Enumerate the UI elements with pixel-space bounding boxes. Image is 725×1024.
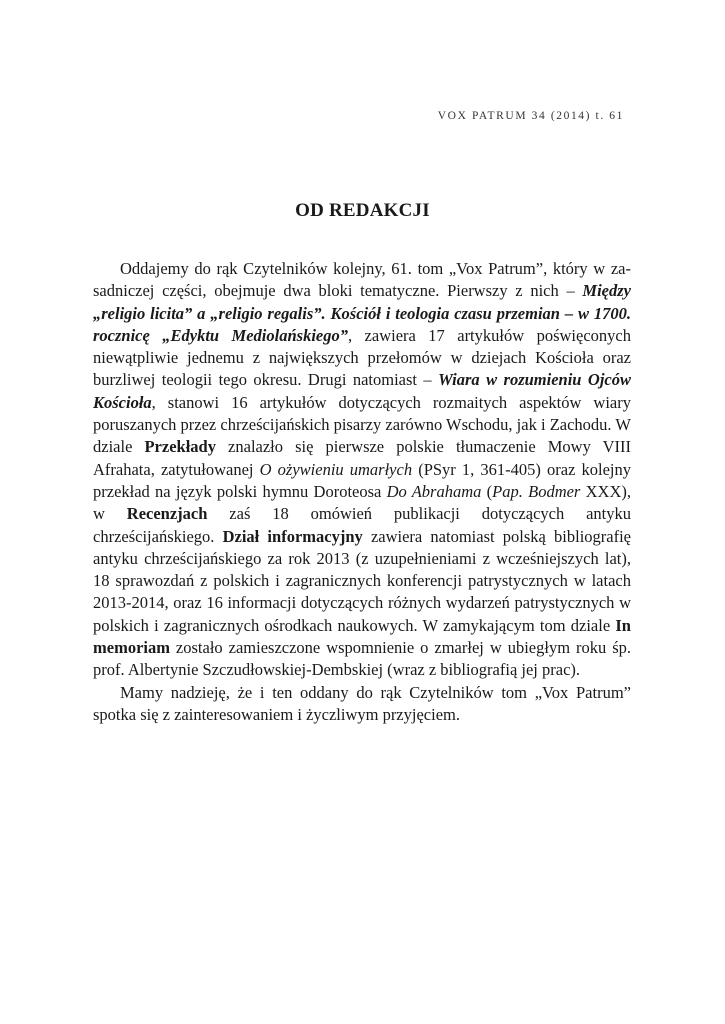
text-run: zawiera natomiast polską bibliografię antyku chrześcijańskiego za rok 2013 (z uzupełnieniami z wcześniejszych lat), 18 sprawozdań z polskich i zagranicznych konferencji patrystycznych w latach 2013-2014, oraz 16 informacji dotyczących różnych wydarzeń patrystycznych w polskich i zagranicznych ośrodkach naukowych. W zamykającym tom dziale — [93, 526, 632, 635]
text-run: zostało zamieszczone wspomnienie o zmarłej w ubiegłym roku śp. prof. Albertynie Szczudłowskiej-Dembskiej (wraz z bibliografią jej prac). — [93, 638, 631, 680]
work-title-italic: Pap. Bodmer — [492, 481, 581, 501]
text-run: zaś 18 omówień publikacji dotyczących antyku chrześcijańskiego. — [93, 504, 631, 546]
section-title-emphasis: Między „religio licita” a „religio regalis”. Kościół i teologia czasu przemian – w 1700. rocznicę „Edyktu Mediolańskiego” — [93, 281, 631, 345]
paragraph-2: Mamy nadzieję, że i ten oddany do rąk Czytelników tom „Vox Patrum” spotka się z zainteresowaniem i życzliwym przyjęciem. — [93, 682, 631, 724]
work-title-italic: O ożywieniu umarłych — [259, 459, 413, 479]
text-run: ( — [481, 481, 493, 501]
paragraph-1 — [93, 258, 631, 682]
text-run: Oddajemy do rąk Czytelników kolejny, 61. tom „Vox Patrum”, który w zasadniczej części, obejmuje dwa bloki tematyczne. Pierwszy z nich – — [93, 259, 631, 301]
section-name-bold: Recenzjach — [126, 504, 208, 524]
section-name-bold: In memoriam — [93, 615, 631, 658]
text-run: , stanowi 16 artykułów dotyczących rozmaitych aspektów wiary poruszanych przez chrześcijańskich pisarzy zarówno Wschodu, jak i Zachodu. W dziale — [93, 392, 631, 457]
section-title-emphasis: Wiara w rozumieniu Ojców Kościoła — [93, 370, 631, 412]
text-run: , zawiera 17 artykułów poświęconych niewątpliwie jednemu z największych przełomów w dziejach Kościoła oraz burzliwej teologii tego okresu. Drugi natomiast – — [93, 325, 631, 390]
article-body — [93, 258, 631, 726]
text-run: znalazło się pierwsze polskie tłumaczenie Mowy VIII Afrahata, zatytułowanej — [93, 437, 631, 479]
text-run: XXX), w — [93, 481, 631, 524]
page-title: OD REDAKCJI — [295, 200, 430, 221]
section-name-bold: Przekłady — [144, 437, 216, 457]
running-head: VOX PATRUM 34 (2014) t. 61 — [437, 110, 624, 122]
work-title-italic: Do Abrahama — [386, 481, 482, 501]
section-name-bold: Dział informacyjny — [222, 526, 363, 546]
text-run: (PSyr 1, 361-405) oraz kolejny przekład na język polski hymnu Doroteosa — [93, 459, 632, 501]
